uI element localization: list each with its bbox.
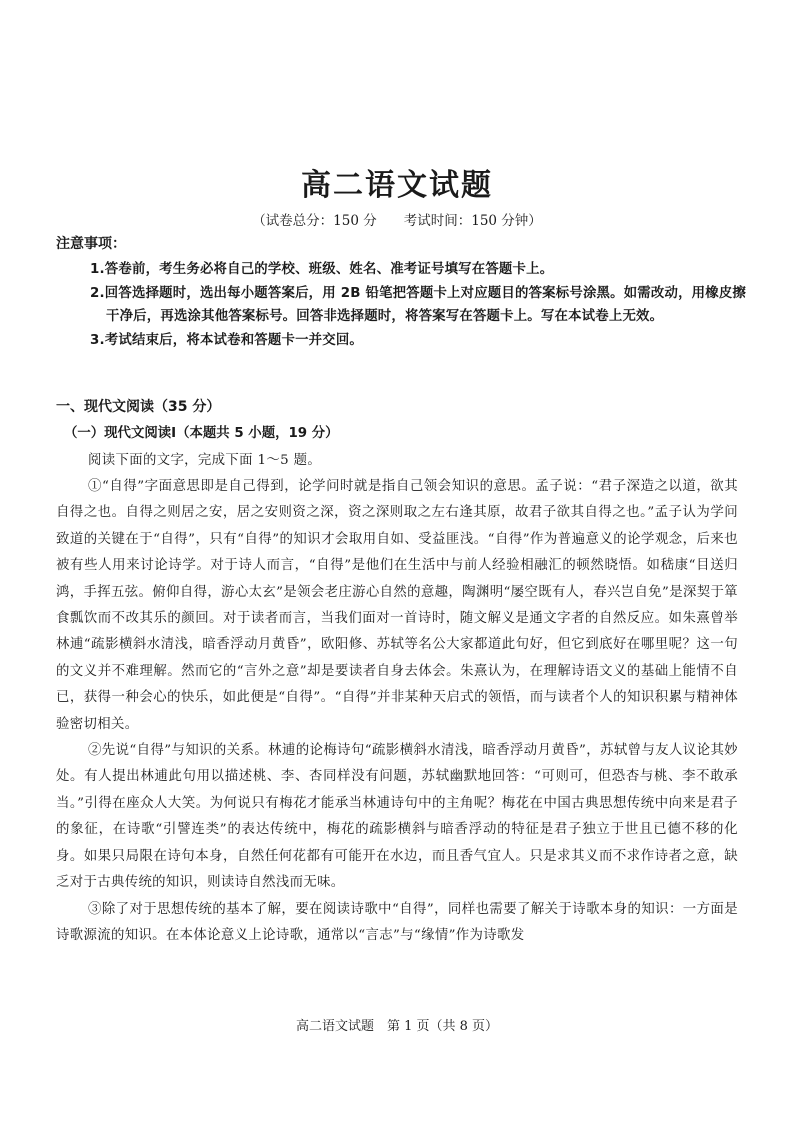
passage-paragraph: ①“自得”字面意思即是自己得到，论学问时就是指自己领会知识的意思。孟子说：“君子深造之以道，欲其自得之也。自得之则居之安，居之安则资之深，资之深则取之左右逢其原，故君子欲其自得之也。”孟子认为学问致道的关键在于“自得”，只有“自得”的知识才会取用自如、受益匪浅。“自得”作为普遍意义的论学观念，后来也被有些人用来讨论诗学。对于诗人而言，“自得”是他们在生活中与前人经验相融汇的顿然晓悟。如嵇康“目送归鸿，手挥五弦。俯仰自得，游心太玄”是领会老庄游心自然的意趣，陶渊明“屡空既有人，春兴岂自免”是深契于箪食瓢饮而不改其乐的颜回。对于读者而言，当我们面对一首诗时，随文解义是通文字者的自然反应。如朱熹曾举林逋“疏影横斜水清浅，暗香浮动月黄昏”，欧阳修、苏轼等名公大家都道此句好，但它到底好在哪里呢？这一句的文义并不难理解。然而它的“言外之意”却是要读者自身去体会。朱熹认为，在理解诗语文义的基础上能情不自已，获得一种会心的快乐，如此便是“自得”。“自得”并非某种天启式的领悟，而与读者个人的知识积累与精神体验密切相关。 — [56, 479, 738, 732]
note-item: 3.考试结束后，将本试卷和答题卡一并交回。 — [90, 332, 364, 348]
note-item: 2.回答选择题时，选出每小题答案后，用 2B 铅笔把答题卡上对应题目的答案标号涂黑。如需改动，用橡皮擦干净后，再选涂其他答案标号。回答非选择题时，将答案写在答题卡上。写在本试卷上无效。 — [90, 285, 747, 324]
note-item: 1.答卷前，考生务必将自己的学校、班级、姓名、准考证号填写在答题卡上。 — [90, 262, 554, 277]
reading-instruction: 阅读下面的文字，完成下面 1～5 题。 — [88, 453, 322, 468]
reading-passage — [56, 448, 738, 949]
page-footer: 高二语文试题 第 1 页（共 8 页） — [295, 1019, 499, 1034]
notes-list — [90, 258, 750, 352]
subsection-heading: （一）现代文阅读Ⅰ（本题共 5 小题，19 分） — [64, 426, 339, 441]
passage-paragraph: ③除了对于思想传统的基本了解，要在阅读诗歌中“自得”，同样也需要了解关于诗歌本身的知识：一方面是诗歌源流的知识。在本体论意义上论诗歌，通常以“言志”与“缘情”作为诗歌发 — [56, 901, 738, 943]
page-title: 高二语文试题 — [301, 168, 493, 203]
section-heading: 一、现代文阅读（35 分） — [56, 399, 221, 415]
notes-heading: 注意事项： — [56, 236, 126, 252]
exam-info: （试卷总分：150 分 考试时间：150 分钟） — [252, 213, 542, 229]
passage-paragraph: ②先说“自得”与知识的关系。林逋的论梅诗句“疏影横斜水清浅，暗香浮动月黄昏”，苏轼曾与友人议论其妙处。有人提出林逋此句用以描述桃、李、杏同样没有问题，苏轼幽默地回答：“可则可，但恐杏与桃、李不敢承当。”引得在座众人大笑。为何说只有梅花才能承当林逋诗句中的主角呢？梅花在中国古典思想传统中向来是君子的象征，在诗歌“引譬连类”的表达传统中，梅花的疏影横斜与暗香浮动的特征是君子独立于世且已德不移的化身。如果只局限在诗句本身，自然任何花都有可能开在水边，而且香气宜人。只是求其义而不求作诗者之意，缺乏对于古典传统的知识，则读诗自然浅而无味。 — [56, 743, 738, 891]
